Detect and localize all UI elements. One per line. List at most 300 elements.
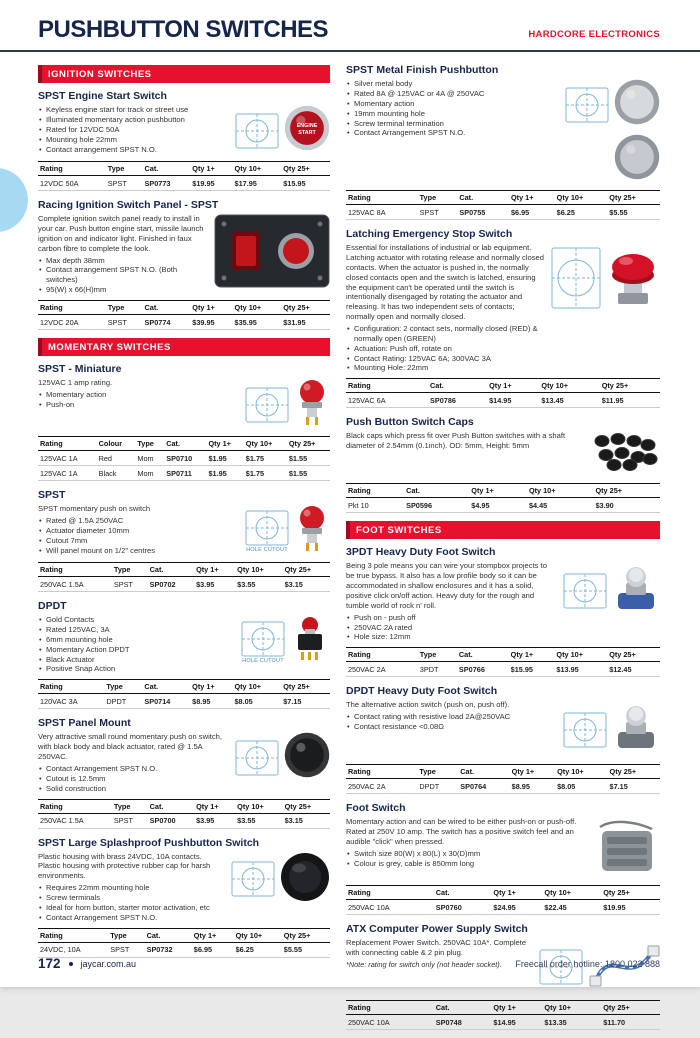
product-foot-switch: [346, 802, 660, 915]
product-body: [38, 732, 330, 793]
price-table-header: Type: [418, 648, 457, 662]
price-table-header-row: [38, 928, 330, 942]
catalog-number: SP0766: [457, 662, 509, 677]
price-table-header: Qty 10+: [527, 484, 594, 498]
feature-item: • Push on - push off: [346, 613, 556, 623]
spec-cell: 120VAC 3A: [38, 694, 104, 709]
price-table-header: Type: [108, 928, 144, 942]
spec-cell: 12VDC 50A: [38, 176, 106, 191]
product-description: Momentary action and can be wired to be either push-on or push-off. Rated at 250V 10 amp. The switch has a positive switch feel and an audible "click" when pressed.: [346, 817, 577, 847]
price-cell: $13.35: [542, 1015, 601, 1030]
feature-item: • Solid construction: [38, 784, 228, 794]
product-text: [346, 79, 522, 138]
price-table-header: Cat.: [143, 301, 191, 315]
price-table-header: Cat.: [404, 484, 469, 498]
feature-item: • Contact Rating: 125VAC 6A; 300VAC 3A: [346, 354, 544, 364]
price-table-header: Qty 1+: [190, 301, 232, 315]
feature-item: • 19mm mounting hole: [346, 109, 522, 119]
footer-separator: [69, 962, 73, 966]
price-table-header: Rating: [38, 162, 106, 176]
price-table-header: Qty 1+: [190, 162, 232, 176]
product-photo-caps: [592, 431, 660, 478]
feature-item: • Contact arrangement SPST N.O.: [38, 145, 228, 155]
price-table-header: Rating: [346, 191, 418, 205]
product-text: [38, 732, 228, 793]
feature-item: • Contact Arrangement SPST N.O.: [38, 913, 224, 923]
feature-item: • Momentary Action DPDT: [38, 645, 234, 655]
price-table-header: Type: [418, 191, 458, 205]
spec-cell: 24VDC, 10A: [38, 942, 108, 957]
price-cell: $7.15: [281, 694, 330, 709]
spec-cell: 250VAC 10A: [346, 1015, 434, 1030]
feature-item: • Screw terminal termination: [346, 119, 522, 129]
product-body: [38, 105, 330, 156]
product-dpdt-heavy-duty-foot-switch: [346, 685, 660, 794]
price-table-header: Qty 1+: [509, 648, 555, 662]
price-table-header: Type: [135, 437, 164, 451]
product-body: [38, 852, 330, 923]
feature-item: • Black Actuator: [38, 655, 234, 665]
product-photo-circle: [614, 134, 660, 185]
price-cell: $15.95: [509, 662, 555, 677]
price-table-header: Rating: [346, 379, 428, 393]
price-table-header: Qty 10+: [233, 162, 282, 176]
page-header: [0, 0, 700, 50]
product-figure: [230, 852, 330, 907]
price-table-header-row: [38, 437, 330, 451]
catalog-number: SP0711: [164, 466, 206, 481]
product-text: [346, 817, 588, 868]
catalog-number: SP0714: [142, 694, 190, 709]
technical-diagram: [562, 711, 608, 749]
feature-item: • Ideal for horn button, starter motor activation, etc: [38, 903, 224, 913]
price-cell: $3.90: [593, 498, 660, 513]
price-table-header: Qty 1+: [206, 437, 243, 451]
product-figure: [240, 615, 330, 668]
product-photo-circle: [284, 732, 330, 783]
product-text: [346, 561, 556, 642]
spec-cell: DPDT: [417, 779, 458, 794]
price-table-header: Type: [417, 765, 458, 779]
product-features: [38, 516, 238, 555]
price-table-row: [346, 393, 660, 408]
feature-item: • Gold Contacts: [38, 615, 234, 625]
product-text: [38, 378, 238, 410]
price-table-header: Qty 1+: [194, 799, 235, 813]
price-table-header: Qty 25+: [281, 162, 330, 176]
product-text: [38, 105, 228, 154]
catalog-number: SP0748: [434, 1015, 492, 1030]
product-text: [38, 214, 208, 295]
technical-diagram: [550, 246, 602, 310]
product-photo-dpdt: [290, 615, 330, 668]
price-table-row: [38, 315, 330, 330]
price-cell: $3.95: [194, 577, 235, 592]
product-spst-miniature: [38, 363, 330, 481]
price-table-header: Qty 10+: [235, 799, 282, 813]
feature-item: • Switch size 80(W) x 80(L) x 30(D)mm: [346, 849, 588, 859]
price-table-header: Qty 1+: [469, 484, 527, 498]
price-table: [38, 300, 330, 330]
feature-item: • Contact Arrangement SPST N.O.: [346, 128, 522, 138]
product-note: *Note: rating for switch only (not header socket).: [346, 960, 502, 970]
product-body: [38, 615, 330, 674]
price-cell: $19.95: [601, 900, 660, 915]
feature-item: • Rated 125VAC, 3A: [38, 625, 234, 635]
catalog-number: SP0786: [428, 393, 487, 408]
price-table-header: Cat.: [457, 191, 509, 205]
price-table: [38, 436, 330, 481]
price-table-header: Qty 10+: [555, 765, 607, 779]
price-cell: $39.95: [190, 315, 232, 330]
spec-cell: Mom: [135, 466, 164, 481]
spec-cell: SPST: [418, 205, 458, 220]
product-description: Complete ignition switch panel ready to install in your car. Push button engine start, missile launch ignition on and indicator light. Finished in faux carbon fibre to complete the look.: [38, 214, 204, 253]
price-table-header-row: [346, 191, 660, 205]
price-table-header: Cat.: [457, 648, 509, 662]
price-cell: $6.95: [509, 205, 555, 220]
price-table-header: Qty 1+: [510, 765, 555, 779]
product-features: [346, 613, 556, 643]
price-cell: $8.05: [555, 779, 607, 794]
spec-cell: SPST: [106, 315, 143, 330]
price-table-header: Rating: [38, 799, 112, 813]
spec-cell: 250VAC 1.5A: [38, 577, 112, 592]
spec-cell: DPDT: [104, 694, 142, 709]
svg-text:ENGINE: ENGINE: [296, 123, 318, 130]
product-title: DPDT Heavy Duty Foot Switch: [346, 685, 498, 698]
product-title: SPST - Miniature: [38, 363, 122, 375]
price-table-header: Qty 1+: [509, 191, 555, 205]
price-cell: $22.45: [542, 900, 601, 915]
product-features: [38, 390, 238, 410]
price-cell: $4.45: [527, 498, 594, 513]
price-table-header: Qty 25+: [600, 379, 660, 393]
section-header-ignition-switches: IGNITION SWITCHES: [38, 65, 330, 83]
diagram-label: HOLE CUTOUT: [242, 657, 284, 664]
feature-item: • Requires 22mm mounting hole: [38, 883, 224, 893]
product-figure: [234, 732, 330, 783]
hotline: Freecall order hotline: 1800 022 888: [515, 958, 660, 969]
price-table-header: Qty 25+: [601, 1001, 660, 1015]
spec-cell: SPST: [108, 942, 144, 957]
price-cell: $7.15: [608, 779, 660, 794]
product-photo-panel: [214, 214, 330, 293]
header-divider: [0, 50, 700, 52]
price-table-row: [38, 577, 330, 592]
price-table-header-row: [346, 886, 660, 900]
product-description: Very attractive small round momentary push on switch, with black body and black actuator, rated @ 1.5A 250VAC.: [38, 732, 223, 762]
product-figure: [550, 243, 660, 312]
product-body: [38, 504, 330, 557]
product-description: The alternative action switch (push on, push off).: [346, 700, 510, 710]
spec-cell: 250VAC 2A: [346, 779, 417, 794]
technical-diagram: [562, 572, 608, 610]
price-table-header: Qty 25+: [283, 563, 330, 577]
price-cell: $8.05: [232, 694, 281, 709]
technical-diagram: [230, 860, 276, 898]
product-title: DPDT: [38, 600, 67, 613]
product-photo-footswitch: [612, 700, 660, 759]
feature-item: • Momentary action: [346, 99, 522, 109]
price-cell: $19.95: [190, 176, 232, 191]
catalog-number: SP0596: [404, 498, 469, 513]
price-table-header: Cat.: [143, 162, 191, 176]
price-table-header: Qty 1+: [487, 379, 539, 393]
price-cell: $14.95: [491, 1015, 542, 1030]
feature-item: • Illuminated momentary action pushbutton: [38, 115, 228, 125]
price-table-header: Qty 10+: [554, 648, 607, 662]
price-cell: $31.95: [281, 315, 330, 330]
product-body: [346, 817, 660, 880]
price-cell: $3.55: [235, 577, 282, 592]
product-body: [346, 431, 660, 478]
price-table-header: Colour: [97, 437, 136, 451]
catalog-number: SP0764: [458, 779, 509, 794]
price-cell: $1.55: [287, 451, 330, 466]
price-table-header: Qty 1+: [192, 928, 234, 942]
product-figure: [244, 378, 330, 431]
price-table-row: [38, 176, 330, 191]
feature-item: • Colour is grey, cable is 850mm long: [346, 859, 588, 869]
product-features: [38, 256, 208, 295]
product-features: [346, 324, 544, 373]
feature-item: • 95(W) x 66(H)mm: [38, 285, 208, 295]
feature-item: • Screw terminals: [38, 893, 224, 903]
price-table-row: [346, 1015, 660, 1030]
product-figure: [234, 105, 330, 156]
price-table-header-row: [346, 484, 660, 498]
price-table-header-row: [346, 648, 660, 662]
price-table-header: Qty 10+: [542, 1001, 601, 1015]
spec-cell: 250VAC 2A: [346, 662, 418, 677]
spec-cell: 3PDT: [418, 662, 457, 677]
price-table-header: Qty 10+: [539, 379, 599, 393]
catalog-number: SP0760: [434, 900, 492, 915]
price-cell: $3.95: [194, 813, 235, 828]
price-cell: $12.45: [607, 662, 660, 677]
feature-item: • Contact arrangement SPST N.O. (Both switches): [38, 265, 208, 285]
feature-item: • Mounting Hole: 22mm: [346, 363, 544, 373]
feature-item: • Keyless engine start for track or street use: [38, 105, 228, 115]
spec-cell: 125VAC 6A: [346, 393, 428, 408]
price-cell: $6.95: [192, 942, 234, 957]
catalog-number: SP0773: [143, 176, 191, 191]
feature-item: • Contact rating with resistive load 2A@250VAC: [346, 712, 556, 722]
price-table-header: Qty 25+: [607, 648, 660, 662]
product-body: [38, 378, 330, 431]
page-number: 172: [38, 956, 61, 971]
product-title: SPST Metal Finish Pushbutton: [346, 64, 499, 76]
price-cell: $1.75: [244, 451, 287, 466]
spec-cell: Red: [97, 451, 136, 466]
product-body: [346, 243, 660, 373]
price-cell: $3.15: [283, 813, 330, 828]
price-cell: $1.75: [244, 466, 287, 481]
product-spst-panel-mount: [38, 717, 330, 828]
product-latching-emergency-stop-switch: [346, 228, 660, 408]
feature-item: • Actuation: Push off, rotate on: [346, 344, 544, 354]
price-table: [346, 647, 660, 677]
price-cell: $17.95: [233, 176, 282, 191]
product-text: [346, 700, 556, 732]
price-table-row: [346, 205, 660, 220]
price-table-header: Qty 25+: [608, 765, 660, 779]
feature-item: • Push-on: [38, 400, 238, 410]
product-title: SPST Engine Start Switch: [38, 90, 167, 102]
catalog-number: SP0702: [148, 577, 194, 592]
feature-item: • Cutout is 12.5mm: [38, 774, 228, 784]
price-table-header: Qty 25+: [282, 928, 330, 942]
spec-cell: 250VAC 1.5A: [38, 813, 112, 828]
feature-item: • Will panel mount on 1/2" centres: [38, 546, 238, 556]
product-text: [38, 852, 224, 923]
feature-item: • Rated for 12VDC 50A: [38, 125, 228, 135]
product-photo-circle: [284, 105, 330, 156]
price-table-header: Qty 1+: [190, 680, 232, 694]
price-table-header: Cat.: [434, 886, 492, 900]
price-table-header: Rating: [38, 437, 97, 451]
product-description: Replacement Power Switch. 250VAC 10A*. Complete with connecting cable & 2 pin plug.: [346, 938, 527, 958]
feature-item: • Silver metal body: [346, 79, 522, 89]
price-table: [346, 483, 660, 513]
feature-item: • Contact resistance <0.08Ω: [346, 722, 556, 732]
price-table-header: Cat.: [428, 379, 487, 393]
product-title: Foot Switch: [346, 802, 406, 815]
price-table-header-row: [346, 1001, 660, 1015]
price-cell: $4.95: [469, 498, 527, 513]
price-table-header: Qty 10+: [244, 437, 287, 451]
price-table-header: Qty 10+: [233, 301, 282, 315]
price-table-header: Rating: [38, 563, 112, 577]
product-photo-mushroom: [606, 243, 660, 312]
product-racing-ignition-switch-panel-spst: [38, 199, 330, 330]
product-description: Being 3 pole means you can wire your stompbox projects to be true bypass. It also has a low profile body so it can be accommodated in shallow enclosures and it has a solid, positive click on/off action. Heavy duty for the rough and tumble world of rock n' roll.: [346, 561, 547, 610]
feature-item: • Rated 8A @ 125VAC or 4A @ 250VAC: [346, 89, 522, 99]
product-figure: [528, 79, 660, 185]
brand-label: HARDCORE ELECTRONICS: [528, 29, 660, 40]
price-table-header: Qty 25+: [287, 437, 330, 451]
price-table-header-row: [38, 680, 330, 694]
price-table-header: Qty 25+: [281, 301, 330, 315]
product-title: Push Button Switch Caps: [346, 416, 474, 429]
price-table-row: [346, 900, 660, 915]
price-cell: $6.25: [234, 942, 282, 957]
product-title: Racing Ignition Switch Panel - SPST: [38, 199, 219, 212]
spec-cell: SPST: [112, 577, 148, 592]
product-figure: [592, 431, 660, 478]
spec-cell: 125VAC 1A: [38, 466, 97, 481]
product-description: SPST momentary push on switch: [38, 504, 151, 514]
page-title: PUSHBUTTON SWITCHES: [38, 16, 329, 43]
product-push-button-switch-caps: [346, 416, 660, 513]
product-features: [346, 712, 556, 732]
feature-item: • Hole size: 12mm: [346, 632, 556, 642]
feature-item: • Momentary action: [38, 390, 238, 400]
product-description: 125VAC 1 amp rating.: [38, 378, 113, 388]
spec-cell: 12VDC 20A: [38, 315, 106, 330]
left-column: [38, 62, 330, 1038]
price-table-header: Qty 10+: [234, 928, 282, 942]
price-table: [38, 799, 330, 829]
price-table: [38, 161, 330, 191]
product-figure: [562, 561, 660, 620]
price-table-row: [38, 466, 330, 481]
price-table-row: [346, 498, 660, 513]
product-photo-plunger: [294, 504, 330, 557]
price-table-header: Rating: [346, 648, 418, 662]
product-title: 3PDT Heavy Duty Foot Switch: [346, 546, 496, 559]
content-columns: [0, 62, 700, 1038]
price-cell: $24.95: [491, 900, 542, 915]
price-cell: $35.95: [233, 315, 282, 330]
price-table-header: Qty 10+: [232, 680, 281, 694]
price-table-header-row: [38, 799, 330, 813]
product-text: [38, 504, 238, 555]
price-cell: $8.95: [190, 694, 232, 709]
product-features: [38, 105, 228, 154]
catalog-number: SP0710: [164, 451, 206, 466]
product-photo-pedal: [594, 817, 660, 880]
price-table-header: Qty 1+: [491, 1001, 542, 1015]
feature-item: • Contact Arrangement SPST N.O.: [38, 764, 228, 774]
price-table-header: Cat.: [148, 799, 194, 813]
diagram-label: HOLE CUTOUT: [246, 546, 288, 553]
price-table-header: Rating: [38, 680, 104, 694]
product-description: Black caps which press fit over Push Button switches with a shaft diameter of 2.54mm (0.1inch). OD: 5mm, Height: 5mm: [346, 431, 566, 451]
spec-cell: SPST: [112, 813, 148, 828]
price-table: [346, 378, 660, 408]
price-table-header-row: [38, 563, 330, 577]
product-text: [346, 243, 544, 373]
feature-item: • Configuration: 2 contact sets, normally closed (RED) & normally open (GREEN): [346, 324, 544, 344]
product-spst-engine-start-switch: [38, 90, 330, 191]
price-cell: $1.95: [206, 451, 243, 466]
product-features: [346, 849, 588, 869]
price-table-header: Cat.: [142, 680, 190, 694]
price-table-header-row: [346, 765, 660, 779]
price-table-header: Cat.: [145, 928, 192, 942]
price-table-header: Qty 25+: [283, 799, 330, 813]
spec-cell: Mom: [135, 451, 164, 466]
page-footer: [38, 956, 660, 971]
price-table-header: Rating: [346, 765, 417, 779]
price-table-row: [38, 451, 330, 466]
price-table-header-row: [38, 301, 330, 315]
price-table: [346, 190, 660, 220]
product-photo-footswitch: [612, 561, 660, 620]
catalog-number: SP0700: [148, 813, 194, 828]
feature-item: • Max depth 38mm: [38, 256, 208, 266]
price-table-header: Qty 1+: [194, 563, 235, 577]
price-table-header: Rating: [38, 928, 108, 942]
feature-item: • Cutout 7mm: [38, 536, 238, 546]
price-table-header: Cat.: [458, 765, 509, 779]
feature-item: • 250VAC 2A rated: [346, 623, 556, 633]
svg-text:START: START: [298, 130, 316, 137]
price-table-row: [346, 662, 660, 677]
product-spst-large-splashproof-pushbutton-switch: [38, 837, 330, 958]
technical-diagram: [564, 86, 610, 124]
price-table-header: Qty 25+: [601, 886, 660, 900]
product-body: [38, 214, 330, 295]
price-cell: $11.95: [600, 393, 660, 408]
price-table: [38, 679, 330, 709]
price-table-row: [38, 942, 330, 957]
price-table-header: Rating: [346, 1001, 434, 1015]
price-cell: $1.55: [287, 466, 330, 481]
spec-cell: Pkt 10: [346, 498, 404, 513]
